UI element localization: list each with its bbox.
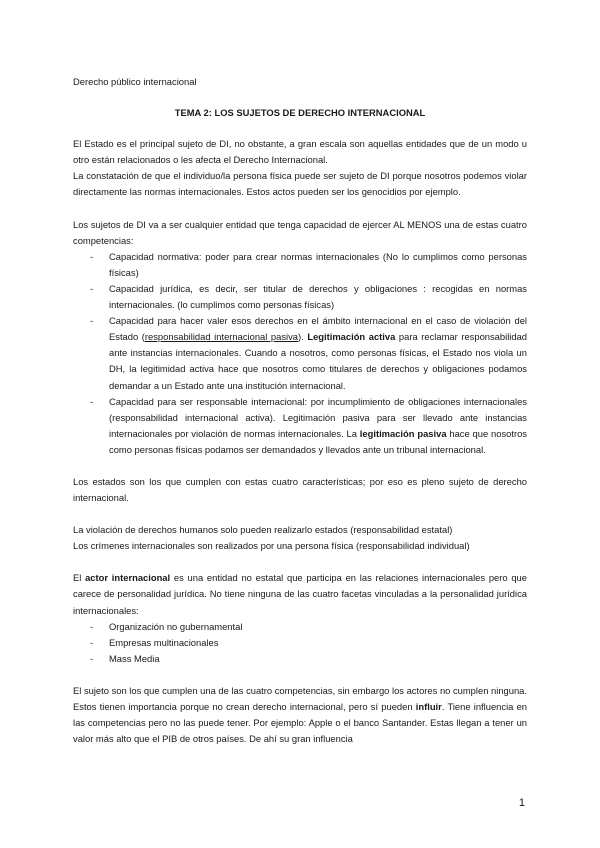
- list-item: - Capacidad normativa: poder para crear normas internacionales (No lo cumplimos como personas físicas): [73, 249, 527, 281]
- paragraph-crimenes: Los crímenes internacionales son realizados por una persona física (responsabilidad individual): [73, 540, 470, 552]
- text-run: . Tiene influencia en las competencias pero no las puede tener. Por ejemplo: Apple o el banco Santander. Estas llegan a tener un valor más alto que el PIB de otros países. De ahí su gran influencia: [73, 701, 528, 745]
- list-item: [73, 313, 527, 393]
- spacer: [73, 201, 527, 217]
- bold-term: Legitimación activa: [307, 331, 396, 343]
- text-run: ).: [298, 331, 308, 343]
- competencias-list: [73, 249, 527, 458]
- text-run: El: [73, 572, 86, 584]
- text-run: Capacidad para ser responsable internacional: por incumplimiento de obligaciones internacionales (responsabilidad internacional activa). Legitimación pasiva para ser llevado ante instancias internacionales por violación de normas internacionales. La: [109, 395, 527, 439]
- page-number: 1: [518, 797, 525, 809]
- list-item: [73, 394, 527, 458]
- text-run: Capacidad para hacer valer esos derechos en el ámbito internacional en el caso de violación del Estado (: [109, 315, 527, 343]
- paragraph-sujeto-actores: [73, 683, 527, 747]
- paragraph-sujetos: Los sujetos de DI va a ser cualquier entidad que tenga capacidad de ejercer AL MENOS una de estas cuatro competencias:: [73, 218, 527, 246]
- page-content: [73, 74, 527, 747]
- paragraph-violacion: La violación de derechos humanos solo pueden realizarlo estados (responsabilidad estatal): [73, 524, 453, 536]
- actores-list: [73, 619, 527, 667]
- paragraph-actor: [73, 570, 527, 618]
- spacer: [73, 458, 527, 474]
- text-run: hace que nosotros como personas físicas podamos ser demandados y llevados ante un tribunal internacional.: [109, 427, 527, 455]
- text-run: es una entidad no estatal que participa en las relaciones internacionales pero que carece de personalidad jurídica. No tiene ninguna de las cuatro facetas vinculadas a la personalidad jurídica internacionales:: [73, 572, 527, 616]
- spacer: [73, 667, 527, 683]
- list-item: - Organización no gubernamental: [73, 619, 527, 635]
- text-run: El sujeto son los que cumplen una de las cuatro competencias, sin embargo los actores no cumplen ninguna. Estos tienen importancia porque no crean derecho internacional, pero sí pueden: [73, 684, 527, 712]
- document-header: Derecho público internacional: [73, 76, 197, 87]
- spacer: [73, 554, 527, 570]
- underlined-term: responsabilidad internacional pasiva: [144, 331, 299, 343]
- list-item: - Mass Media: [73, 651, 527, 667]
- list-item: - Empresas multinacionales: [73, 635, 527, 651]
- bold-term: actor internacional: [85, 572, 171, 584]
- bold-term: legitimación pasiva: [359, 427, 447, 439]
- spacer: [73, 506, 527, 522]
- text-run: para reclamar responsabilidad ante instancias internacionales. Cuando a nosotros, como personas físicas, el Estado nos viola un DH, la legitimidad activa hace que nosotros como titulares de derechos y obligaciones podamos demandar a un Estado ante una institución internacional.: [109, 331, 528, 391]
- bold-term: influir: [415, 701, 442, 712]
- page-title: TEMA 2: LOS SUJETOS DE DERECHO INTERNACIONAL: [174, 107, 426, 119]
- paragraph-estado: El Estado es el principal sujeto de DI, no obstante, a gran escala son aquellas entidades que de un modo u otro están relacionados o les afecta el Derecho Internacional.: [73, 138, 527, 166]
- paragraph-estados-pleno: Los estados son los que cumplen con estas cuatro características; por eso es pleno sujeto de derecho internacional.: [73, 475, 527, 504]
- paragraph-individuo: La constatación de que el individuo/la persona física puede ser sujeto de DI porque nosotros podemos violar directamente las normas internacionales. Estos actos pueden ser los genocidios por ejemplo.: [73, 170, 527, 198]
- list-item: - Capacidad jurídica, es decir, ser titular de derechos y obligaciones : recogidas en normas internacionales. (lo cumplimos como personas físicas): [73, 281, 527, 313]
